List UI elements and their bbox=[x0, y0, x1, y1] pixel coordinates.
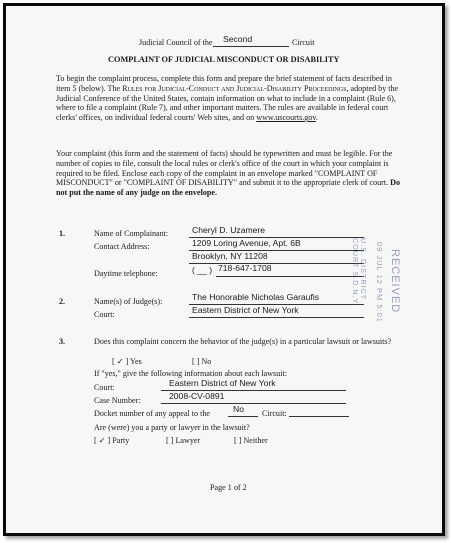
address-line-2[interactable]: Brooklyn, NY 11208 bbox=[192, 251, 268, 261]
if-yes-instruction: If "yes," give the following information about each lawsuit: bbox=[94, 369, 287, 378]
header-suffix: Circuit bbox=[292, 38, 315, 47]
no-checkbox[interactable]: [ ] No bbox=[192, 357, 212, 366]
party-question: Are (were) you a party or lawyer in the lawsuit? bbox=[94, 423, 250, 432]
party-checkbox[interactable]: [ ✓ ] Party bbox=[94, 436, 130, 445]
judge-court-value[interactable]: Eastern District of New York bbox=[192, 305, 299, 315]
docket-value[interactable]: No bbox=[233, 404, 244, 414]
docket-label: Docket number of any appeal to the bbox=[94, 409, 210, 418]
case-number-underline bbox=[161, 403, 346, 404]
page-number: Page 1 of 2 bbox=[210, 483, 247, 492]
case-number-value[interactable]: 2008-CV-0891 bbox=[169, 391, 225, 401]
district-court-stamp: U.S. DISTRICT COURT S.D.N.Y. bbox=[351, 238, 368, 307]
judge-name-label: Name(s) of Judge(s): bbox=[94, 297, 163, 306]
complainant-name-label: Name of Complainant: bbox=[94, 229, 169, 238]
document-frame bbox=[3, 3, 445, 536]
phone-area-code[interactable]: ( __ ) bbox=[192, 265, 213, 275]
uscourts-link[interactable]: www.uscourts.gov bbox=[256, 113, 316, 123]
judge-name-value[interactable]: The Honorable Nicholas Garaufis bbox=[192, 292, 320, 302]
received-stamp: RECEIVED bbox=[389, 249, 401, 314]
lawsuit-court-value[interactable]: Eastern District of New York bbox=[169, 378, 276, 388]
received-date-stamp: 09 JUL 12 PM 5:01 bbox=[375, 242, 384, 323]
complainant-name-value[interactable]: Cheryl D. Uzamere bbox=[192, 225, 266, 235]
judge-court-underline bbox=[189, 317, 364, 318]
intro-paragraph-1: To begin the complaint process, complete this form and prepare the brief statement of facts described in item 5 (below). The Rules for Judicial-Conduct and Judicial-Disability Proceedings, adopted by the Judicial Conference of the United States, contain information on what to include in a complaint (Rule 6), where to file a complaint (Rule 7), and other important matters. The rules are available in federal court clerks' offices, on individual federal courts' Web sites, and on www.uscourts.gov. bbox=[56, 74, 399, 123]
item-1-number: 1. bbox=[59, 229, 66, 238]
judge-court-label: Court: bbox=[94, 310, 115, 319]
phone-underline bbox=[216, 276, 364, 277]
case-number-label: Case Number: bbox=[94, 396, 141, 405]
lawsuit-court-label: Court: bbox=[94, 383, 115, 392]
lawyer-checkbox[interactable]: [ ] Lawyer bbox=[166, 436, 201, 445]
form-title: COMPLAINT OF JUDICIAL MISCONDUCT OR DISABILITY bbox=[108, 55, 340, 64]
item-2-number: 2. bbox=[59, 297, 66, 306]
circuit-underline bbox=[213, 46, 289, 47]
circuit-label: Circuit: bbox=[262, 409, 287, 418]
intro-paragraph-2: Your complaint (this form and the statement of facts) should be typewritten and must be legible. For the number of copies to file, consult the local rules or clerk's office of the court in which your complaint is required to be filed. Enclose each copy of the complaint in an envelope marked "COMPLAINT OF MISCONDUCT" or "COMPLAINT OF DISABILITY" and submit it to the appropriate clerk of court. Do not put the name of any judge on the envelope. bbox=[56, 149, 401, 198]
neither-checkbox[interactable]: [ ] Neither bbox=[234, 436, 268, 445]
phone-number[interactable]: 718-647-1708 bbox=[218, 263, 272, 273]
address-line-1[interactable]: 1209 Loring Avenue, Apt. 6B bbox=[192, 238, 301, 248]
item-3-number: 3. bbox=[59, 337, 66, 346]
yes-checkbox[interactable]: [ ✓ ] Yes bbox=[112, 357, 142, 366]
circuit-value: Second bbox=[223, 34, 253, 44]
contact-address-label: Contact Address: bbox=[94, 242, 150, 251]
header-prefix: Judicial Council of the bbox=[139, 38, 213, 47]
circuit-underline-2 bbox=[289, 416, 349, 417]
lawsuit-question: Does this complaint concern the behavior of the judge(s) in a particular lawsuit or lawsuits? bbox=[94, 337, 392, 346]
address-line-2-underline bbox=[189, 263, 364, 264]
daytime-telephone-label: Daytime telephone: bbox=[94, 269, 158, 278]
docket-underline bbox=[228, 416, 258, 417]
